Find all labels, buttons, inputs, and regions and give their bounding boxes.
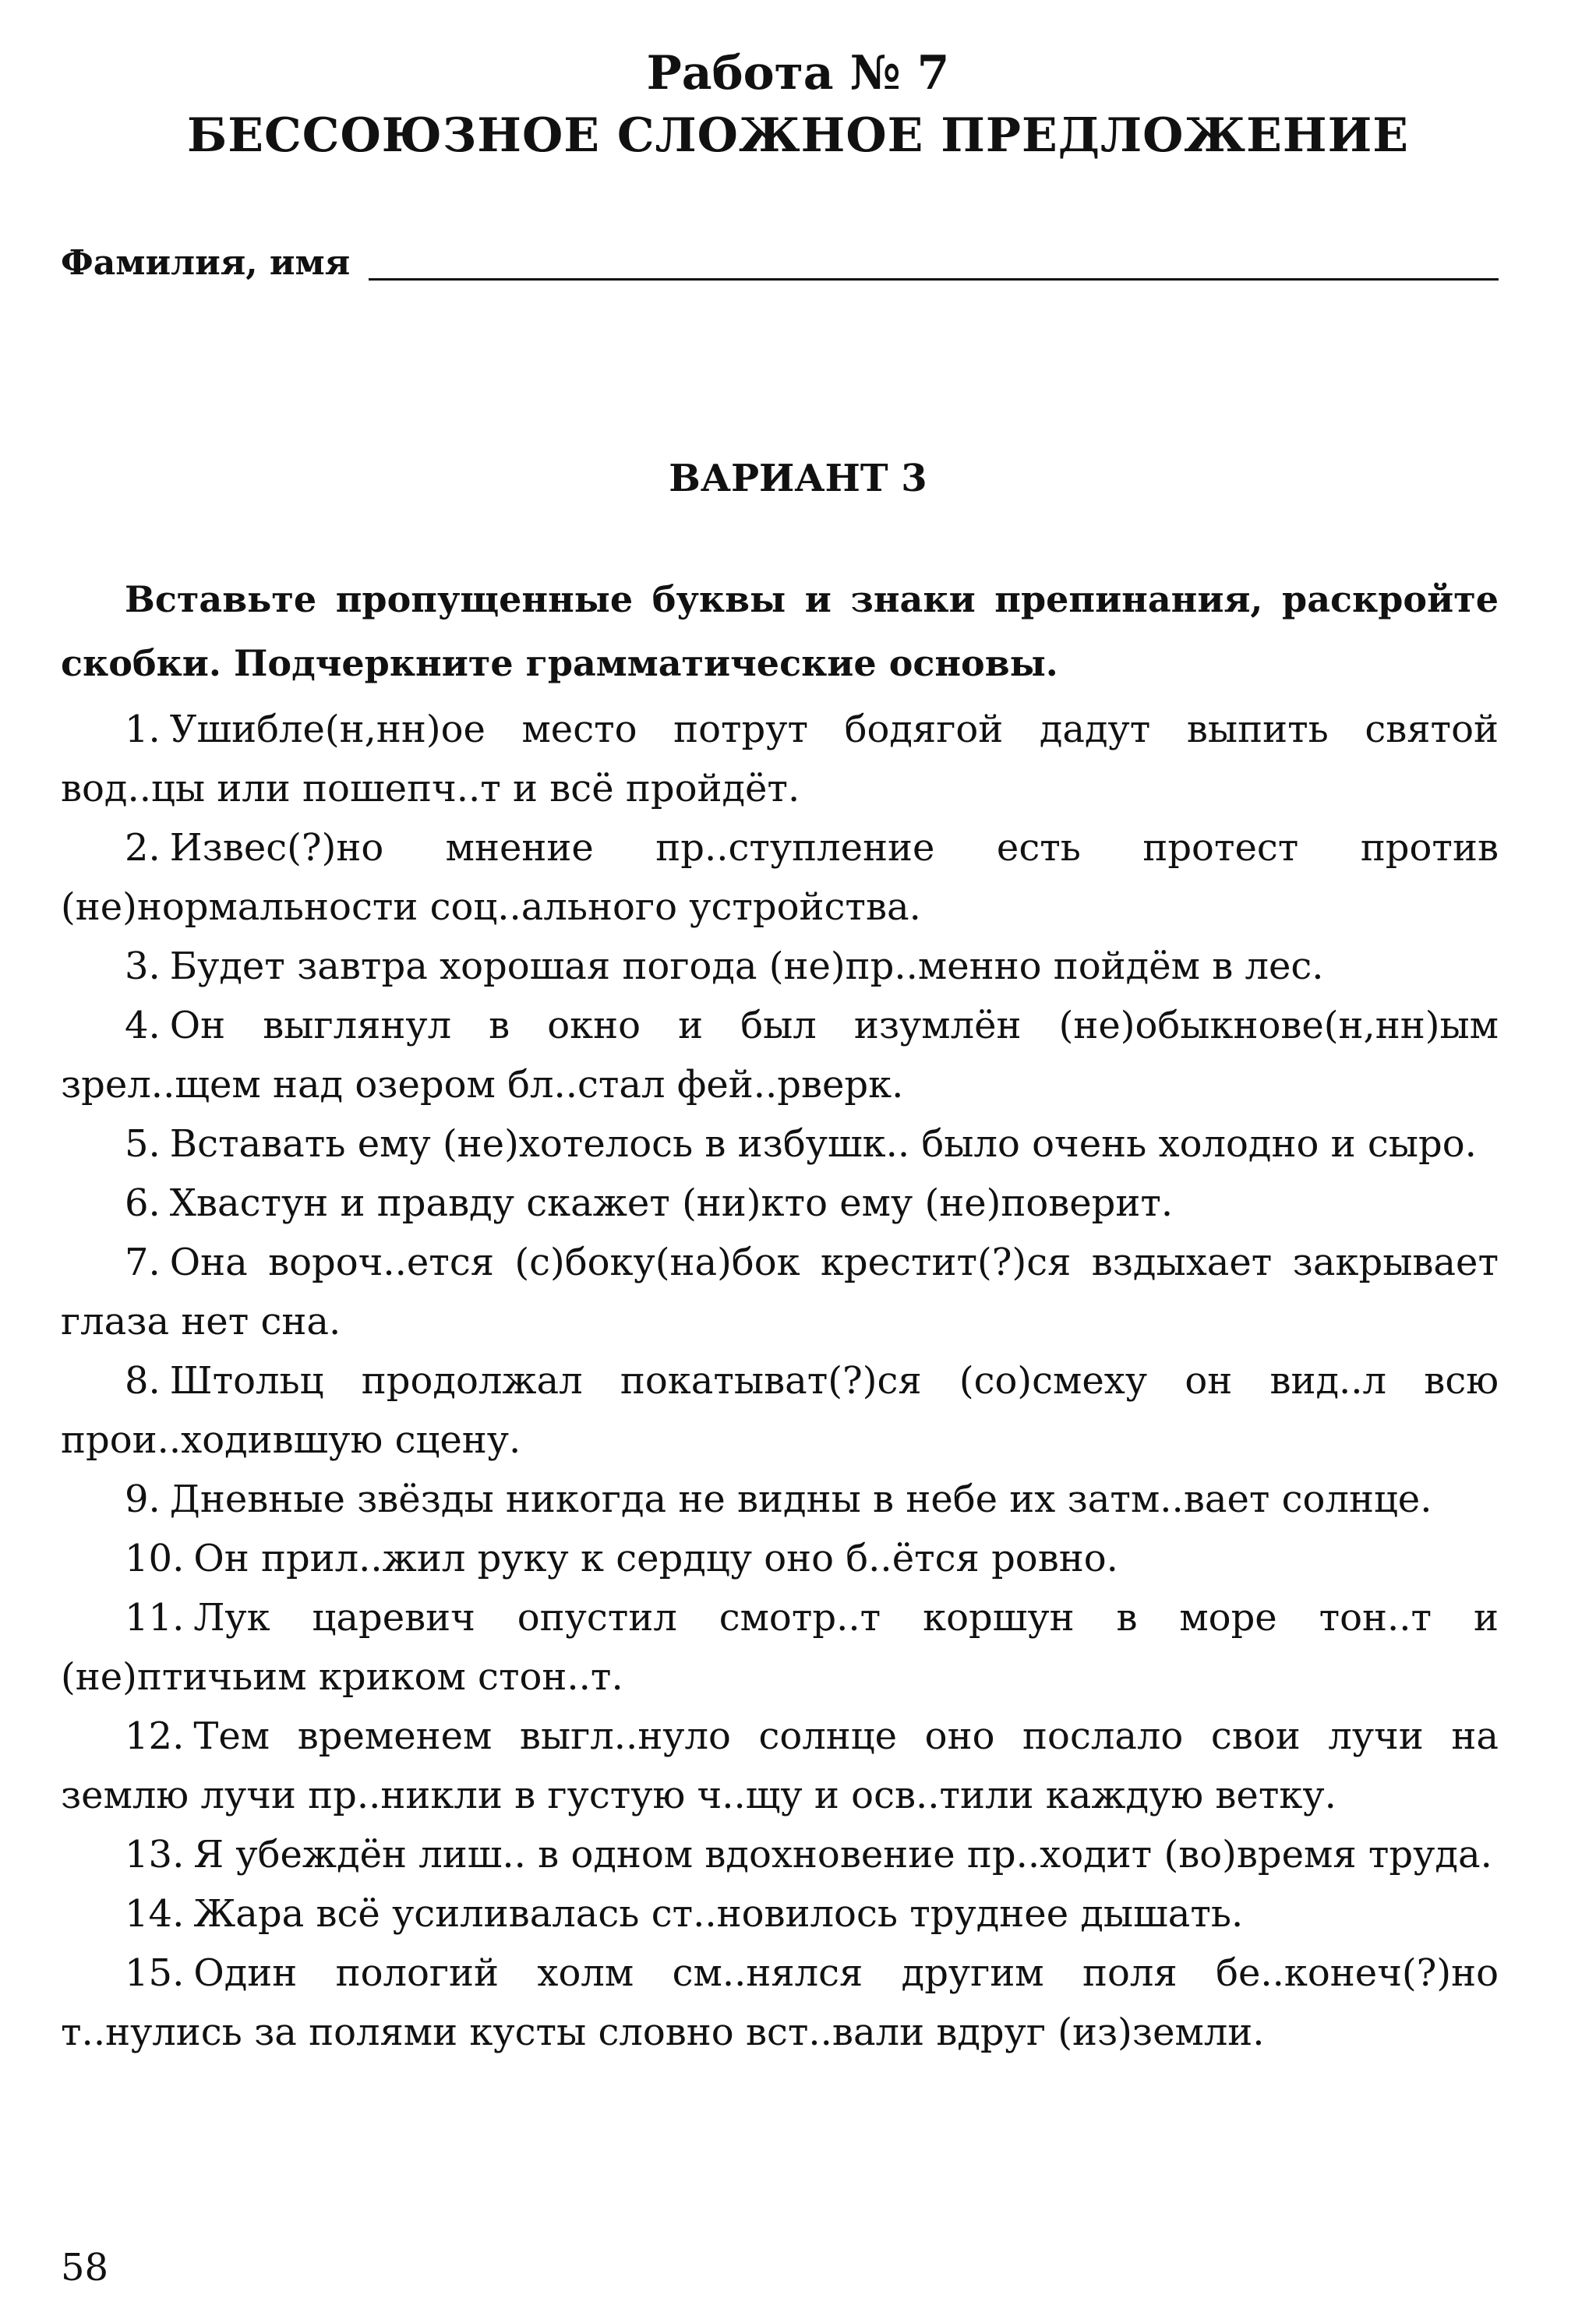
exercise-number: 15.: [125, 1951, 185, 1995]
exercise-number: 13.: [125, 1833, 185, 1876]
exercise-text: Лук царевич опустил смотр..т коршун в море тон..т и (не)птичьим криком стон..т.: [61, 1596, 1499, 1699]
exercise-text: Хвастун и правду скажет (ни)кто ему (не)поверит.: [169, 1181, 1174, 1225]
exercise-text: Жара всё усиливалась ст..новилось труднее дышать.: [193, 1892, 1244, 1936]
exercise-number: 14.: [125, 1892, 185, 1936]
exercise-number: 12.: [125, 1714, 185, 1758]
exercise-item: [61, 1114, 1499, 1174]
exercise-text: Ушибле(н,нн)ое место потрут бодягой дадут выпить святой вод..цы или пошепч..т и всё пройдёт.: [61, 708, 1499, 810]
exercise-text: Штольц продолжал покатыват(?)ся (со)смеху он вид..л всю прои..ходившую сцену.: [61, 1359, 1499, 1462]
exercise-text: Вставать ему (не)хотелось в избушк.. было очень холодно и сыро.: [169, 1122, 1477, 1166]
exercise-item: [61, 1233, 1499, 1351]
exercise-list: [61, 700, 1499, 2062]
name-field-row: [61, 242, 1499, 285]
exercise-number: 3.: [125, 944, 161, 988]
exercise-number: 7.: [125, 1241, 161, 1284]
exercise-text: Будет завтра хорошая погода (не)пр..менно пойдём в лес.: [169, 944, 1324, 988]
exercise-number: 9.: [125, 1478, 161, 1521]
work-title: Работа № 7: [646, 46, 950, 101]
topic-title: БЕССОЮЗНОЕ СЛОЖНОЕ ПРЕДЛОЖЕНИЕ: [187, 108, 1409, 163]
exercise-item: [61, 1174, 1499, 1233]
exercise-text: Тем временем выгл..нуло солнце оно послало свои лучи на землю лучи пр..никли в густую ч..щу и осв..тили каждую ветку.: [61, 1714, 1499, 1817]
exercise-item: [61, 818, 1499, 937]
exercise-text: Он выглянул в окно и был изумлён (не)обыкнове(н,нн)ым зрел..щем над озером бл..стал фей..рверк.: [61, 1004, 1499, 1107]
exercise-number: 4.: [125, 1004, 161, 1047]
exercise-item: [61, 1884, 1499, 1944]
exercise-item: [61, 1529, 1499, 1588]
page-number: 58: [61, 2246, 109, 2290]
name-field-label: Фамилия, имя: [61, 243, 351, 283]
exercise-number: 10.: [125, 1537, 185, 1580]
exercise-item: [61, 1707, 1499, 1825]
exercise-item: [61, 1944, 1499, 2062]
exercise-number: 11.: [125, 1596, 185, 1640]
exercise-item: [61, 1351, 1499, 1470]
exercise-item: [61, 1825, 1499, 1884]
exercise-item: [61, 700, 1499, 818]
exercise-number: 8.: [125, 1359, 161, 1403]
exercise-number: 2.: [125, 826, 161, 870]
exercise-text: Она вороч..ется (с)боку(на)бок крестит(?)ся вздыхает закрывает глаза нет сна.: [61, 1241, 1499, 1343]
exercise-number: 1.: [125, 708, 161, 751]
exercise-text: Дневные звёзды никогда не видны в небе их затм..вает солнце.: [169, 1478, 1432, 1521]
exercise-number: 6.: [125, 1181, 161, 1225]
exercise-text: Один пологий холм см..нялся другим поля бе..конеч(?)но т..нулись за полями кусты словно вст..вали вдруг (из)земли.: [61, 1951, 1499, 2054]
instruction-text: Вставьте пропущенные буквы и знаки препинания, раскройте скобки. Подчеркните грамматические основы.: [61, 578, 1499, 684]
name-field-line[interactable]: [369, 245, 1499, 281]
exercise-item: [61, 937, 1499, 996]
exercise-text: Он прил..жил руку к сердцу оно б..ётся ровно.: [193, 1537, 1118, 1580]
exercise-number: 5.: [125, 1122, 161, 1166]
exercise-item: [61, 1588, 1499, 1707]
exercise-text: Извес(?)но мнение пр..ступление есть протест против (не)нормальности соц..ального устройства.: [61, 826, 1499, 929]
exercise-text: Я убеждён лиш.. в одном вдохновение пр..ходит (во)время труда.: [193, 1833, 1492, 1876]
exercise-item: [61, 996, 1499, 1114]
exercise-item: [61, 1470, 1499, 1529]
variant-title: ВАРИАНТ 3: [669, 457, 927, 500]
